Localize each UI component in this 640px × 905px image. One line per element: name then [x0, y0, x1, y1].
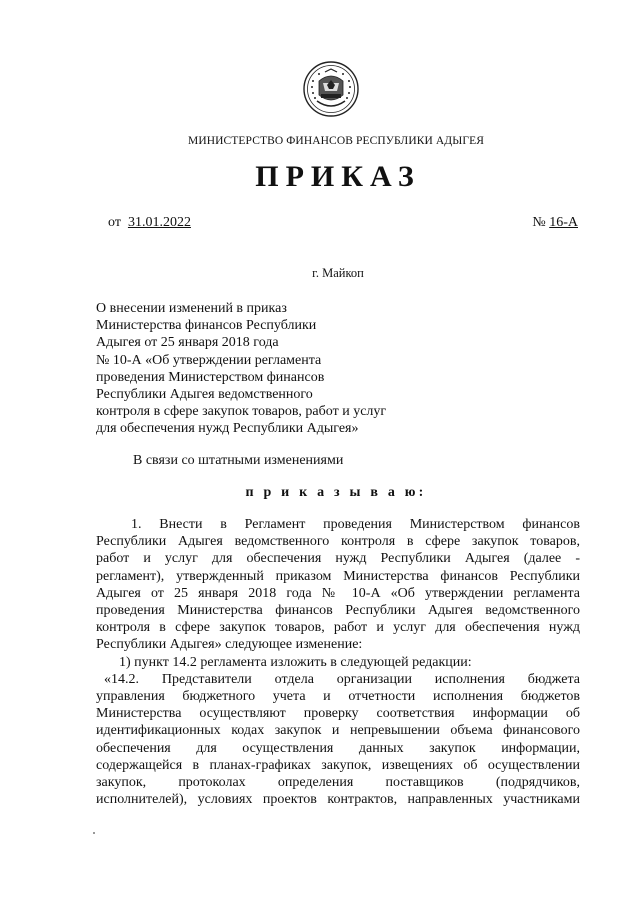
body-line: Республики Адыгея ведомственного контроля в сфере закупок товаров, [96, 534, 580, 550]
subject-line: О внесении изменений в приказ [96, 301, 287, 316]
body-line: идентификационных кодах закупок и непревышении объема финансового [96, 723, 580, 739]
order-word: п р и к а з ы в а ю: [245, 485, 427, 500]
subject-line: Адыгея от 25 января 2018 года [96, 335, 279, 351]
coat-of-arms-emblem [303, 61, 359, 117]
subject-line: для обеспечения нужд Республики Адыгея» [96, 421, 359, 437]
number-value: 16-А [549, 215, 578, 230]
body-line: Республики Адыгея» следующее изменение: [96, 637, 363, 653]
order-date [108, 215, 191, 231]
body-line: проведения Министерства финансов Республики Адыгея ведомственного [96, 603, 580, 619]
order-subject [96, 300, 436, 438]
ministry-name: МИНИСТЕРСТВО ФИНАНСОВ РЕСПУБЛИКИ АДЫГЕЯ [188, 135, 484, 147]
body-line: регламент), утвержденный приказом Министерства финансов Республики [96, 568, 580, 584]
document-title: ПРИКАЗ [255, 160, 421, 193]
order-body [96, 516, 580, 808]
body-line: 1. Внести в Регламент проведения Министерством финансов [131, 517, 580, 532]
body-line: управления бюджетного учета и отчетности исполнения бюджетов [96, 689, 580, 705]
subject-line: контроля в сфере закупок товаров, работ и услуг [96, 404, 387, 420]
body-line: Министерства осуществляют проверку соответствия информации об [96, 706, 580, 722]
order-number [532, 215, 578, 231]
body-line: работ и услуг для обеспечения нужд Республики Адыгея (далее - [96, 551, 580, 567]
body-line: обеспечения для осуществления данных закупок информации, [96, 740, 580, 756]
body-line: исполнителей), условиях проектов контрактов, направленных участниками [96, 792, 580, 808]
subject-line: проведения Министерством финансов [96, 369, 325, 385]
number-prefix: № [532, 215, 546, 230]
body-line: 1) пункт 14.2 регламента изложить в следующей редакции: [119, 654, 472, 670]
body-line: содержащейся в планах-графиках закупок, извещениях об осуществлении [96, 757, 580, 773]
body-line: Адыгея от 25 января 2018 года № 10-А «Об утверждении регламента [96, 585, 580, 601]
date-value: 31.01.2022 [127, 215, 191, 230]
subject-line: Министерства финансов Республики [96, 318, 317, 334]
subject-line: Республики Адыгея ведомственного [96, 387, 313, 403]
body-line: «14.2. Представители отдела организации исполнения бюджета [104, 671, 580, 687]
subject-line: № 10-А «Об утверждении регламента [96, 352, 322, 368]
body-line: контроля в сфере закупок товаров, работ и услуг для обеспечения нужд [96, 620, 580, 636]
date-prefix: от [108, 215, 121, 230]
scan-speck [93, 832, 95, 834]
city: г. Майкоп [312, 266, 364, 280]
preamble: В связи со штатными изменениями [133, 453, 344, 468]
body-line: закупок, протоколах определения поставщиков (подрядчиков, [96, 775, 580, 791]
